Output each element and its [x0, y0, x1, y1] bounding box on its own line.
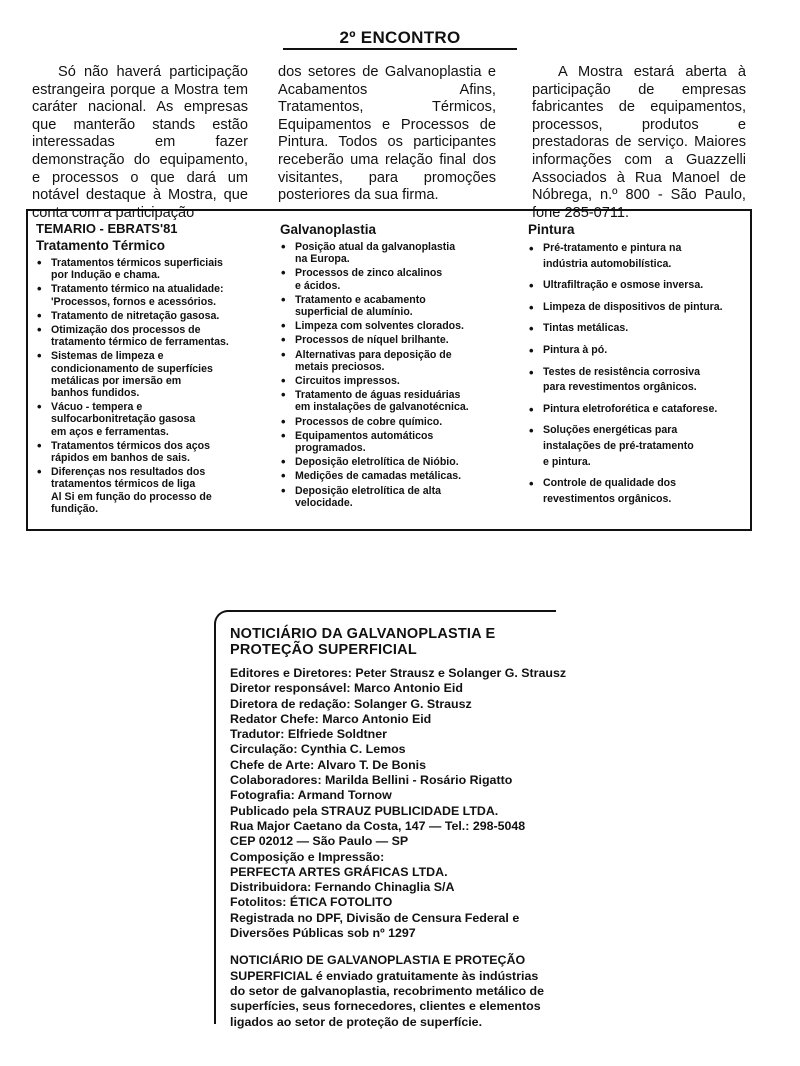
temario-label: TEMARIO - EBRATS'81: [36, 221, 178, 236]
temario-column-tratamento-termico: [36, 221, 276, 517]
masthead-footer: NOTICIÁRIO DE GALVANOPLASTIA E PROTEÇÃO SUPERFICIAL é enviado gratuitamente às indústrias do setor de galvanoplastia, recobrimento metálico de superfícies, seus fornecedores, clientes e elementos ligados ao setor de proteção de superfície.: [230, 953, 544, 1029]
list-item: • Medições de camadas metálicas.: [280, 470, 508, 482]
credit-line: PERFECTA ARTES GRÁFICAS LTDA.: [230, 864, 448, 879]
list-item: • Tratamento e acabamento superficial de alumínio.: [280, 294, 508, 318]
list-item: • Tratamento de nitretação gasosa.: [36, 310, 276, 322]
list-item: • Pré-tratamento e pintura na indústria automobilística.: [528, 241, 744, 272]
intro-paragraph-3: A Mostra estará aberta à participação de empresas fabricantes de equipamentos, processos, produtos e prestadoras de serviço. Maiores informações com a Guazzelli Associados à Rua Manoel de Nóbrega, n.º 800 - São Paulo, fone 285-0711.: [532, 64, 746, 221]
temario-column-galvanoplastia: [280, 221, 508, 511]
list-item: • Processos de níquel brilhante.: [280, 334, 508, 346]
intro-column-3: [532, 64, 746, 222]
list-item: • Processos de cobre químico.: [280, 416, 508, 428]
credit-line: Circulação: Cynthia C. Lemos: [230, 742, 406, 757]
credit-line: Publicado pela STRAUZ PUBLICIDADE LTDA.: [230, 803, 499, 818]
credit-line: Redator Chefe: Marco Antonio Eid: [230, 711, 432, 726]
credit-line: Diretor responsável: Marco Antonio Eid: [230, 681, 463, 696]
list-item: • Soluções energéticas para instalações de pré-tratamento e pintura.: [528, 423, 744, 470]
list-item: • Sistemas de limpeza e condicionamento de superfícies metálicas por imersão em banhos fundidos.: [36, 350, 276, 399]
list-item: • Pintura eletroforética e cataforese.: [528, 402, 744, 418]
credit-line: Composição e Impressão:: [230, 849, 385, 864]
credit-line: Colaboradores: Marilda Bellini - Rosário Rigatto: [230, 773, 513, 788]
credit-line: Rua Major Caetano da Costa, 147 — Tel.: 298-5048: [230, 818, 526, 833]
credit-line: CEP 02012 — São Paulo — SP: [230, 834, 409, 849]
column-heading-pintura: Pintura: [528, 222, 575, 237]
list-item: • Limpeza de dispositivos de pintura.: [528, 300, 744, 316]
list-item: • Deposição eletrolítica de alta velocidade.: [280, 485, 508, 509]
credit-line: Registrada no DPF, Divisão de Censura Federal e: [230, 910, 520, 925]
temario-box: [26, 209, 752, 531]
list-item: • Diferenças nos resultados dos tratamentos térmicos de liga Al Si em função do processo de fundição.: [36, 466, 276, 515]
topic-list-tratamento-termico: [36, 257, 276, 515]
list-item: • Ultrafiltração e osmose inversa.: [528, 278, 744, 294]
list-item: • Tratamentos térmicos superficiais por Indução e chama.: [36, 257, 276, 281]
topic-list-galvanoplastia: [280, 241, 508, 509]
credit-line: Fotografia: Armand Tornow: [230, 788, 392, 803]
list-item: • Equipamentos automáticos programados.: [280, 430, 508, 454]
credit-line: Distribuidora: Fernando Chinaglia S/A: [230, 880, 455, 895]
title-rule: [283, 48, 517, 50]
list-item: • Controle de qualidade dos revestimentos orgânicos.: [528, 476, 744, 507]
list-item: • Tratamentos térmicos dos aços rápidos em banhos de sais.: [36, 440, 276, 464]
list-item: • Deposição eletrolítica de Nióbio.: [280, 456, 508, 468]
list-item: • Posição atual da galvanoplastia na Europa.: [280, 241, 508, 265]
intro-column-2: [278, 64, 496, 205]
masthead-title-line-1: NOTICIÁRIO DA GALVANOPLASTIA E: [230, 626, 496, 642]
list-item: • Testes de resistência corrosiva para revestimentos orgânicos.: [528, 365, 744, 396]
list-item: • Tintas metálicas.: [528, 321, 744, 337]
list-item: • Otimização dos processos de tratamento térmico de ferramentas.: [36, 324, 276, 348]
credit-line: Diversões Públicas sob nº 1297: [230, 926, 416, 941]
credit-line: Diretora de redação: Solanger G. Strausz: [230, 696, 472, 711]
credit-line: Tradutor: Elfriede Soldtner: [230, 727, 387, 742]
masthead-box: [214, 610, 567, 1029]
temario-column-pintura: [528, 221, 744, 513]
intro-paragraph-1: Só não haverá participação estrangeira porque a Mostra tem caráter nacional. As empresas que manterão stands estão interessadas em fazer demonstração do equipamento, e processos o que dará um notável destaque à Mostra, que conta com a participação: [32, 64, 248, 221]
credit-line: Editores e Diretores: Peter Strausz e Solanger G. Strausz: [230, 666, 567, 680]
list-item: • Pintura à pó.: [528, 343, 744, 359]
list-item: • Processos de zinco alcalinos e ácidos.: [280, 267, 508, 291]
intro-paragraph-2: dos setores de Galvanoplastia e Acabamentos Afins, Tratamentos, Térmicos, Equipamentos e Processos de Pintura. Todos os participantes receberão uma relação final dos visitantes, para promoções posteriores da sua firma.: [278, 64, 496, 204]
list-item: • Vácuo - tempera e sulfocarbonitretação gasosa em aços e ferramentas.: [36, 401, 276, 438]
list-item: • Tratamento de águas residuárias em instalações de galvanotécnica.: [280, 389, 508, 413]
credit-line: Chefe de Arte: Alvaro T. De Bonis: [230, 757, 426, 772]
section-title: 2º ENCONTRO: [339, 28, 461, 47]
masthead-title-line-2: PROTEÇÃO SUPERFICIAL: [230, 642, 417, 658]
column-heading-galvanoplastia: Galvanoplastia: [280, 222, 377, 237]
list-item: • Tratamento térmico na atualidade: 'Processos, fornos e acessórios.: [36, 283, 276, 307]
column-heading-tratamento-termico: Tratamento Térmico: [36, 238, 166, 253]
topic-list-pintura: [528, 241, 744, 507]
list-item: • Limpeza com solventes clorados.: [280, 320, 508, 332]
masthead-title: [230, 626, 556, 658]
credit-line: Fotolitos: ÉTICA FOTOLITO: [230, 895, 393, 910]
intro-column-1: [32, 64, 248, 222]
masthead-credits: [230, 666, 567, 941]
list-item: • Circuitos impressos.: [280, 375, 508, 387]
list-item: • Alternativas para deposição de metais preciosos.: [280, 349, 508, 373]
